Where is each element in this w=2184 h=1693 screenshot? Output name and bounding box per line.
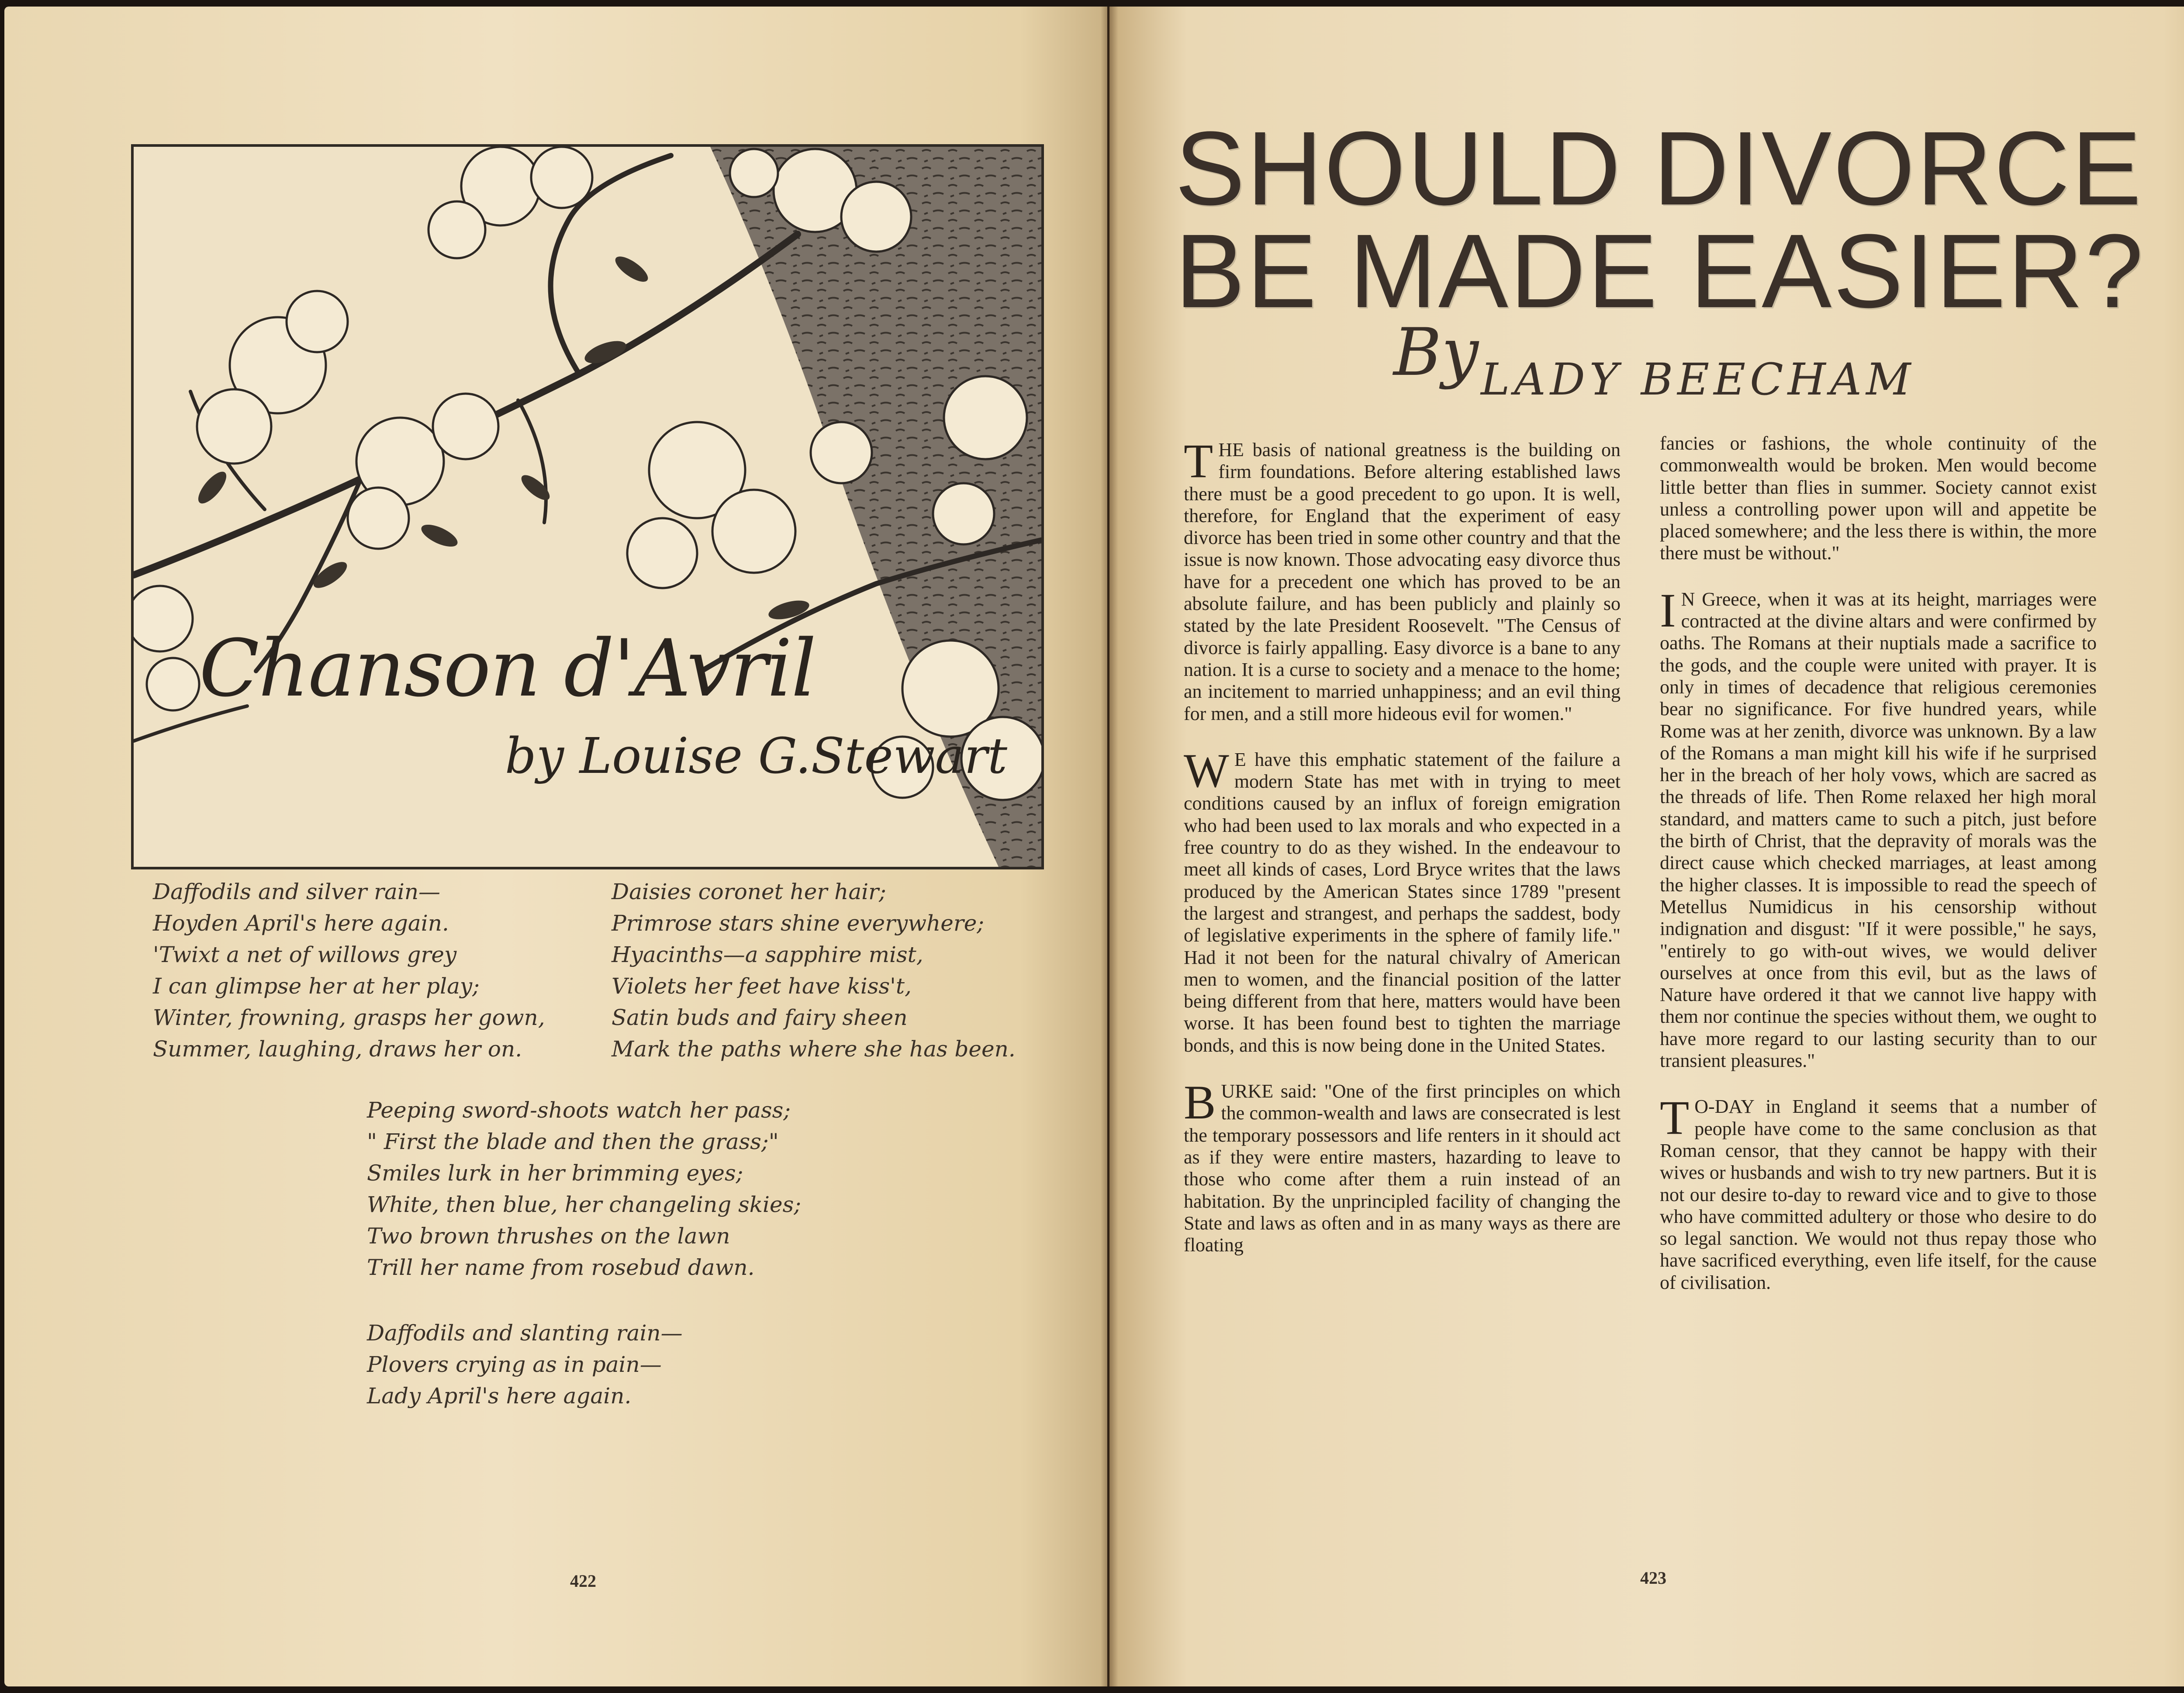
poem-line: Daffodils and slanting rain— xyxy=(367,1320,683,1346)
article-column-1 xyxy=(1184,434,1621,1280)
poem-stanza-3 xyxy=(367,1094,801,1283)
poem-line: Mark the paths where she has been. xyxy=(612,1036,1016,1062)
poem-stanza-1 xyxy=(153,876,545,1065)
poem-line: Daffodils and silver rain— xyxy=(153,879,441,904)
poem-line: " First the blade and then the grass;" xyxy=(367,1129,779,1154)
poem-line: I can glimpse her at her play; xyxy=(153,973,480,999)
article-paragraph: BURKE said: "One of the first principles on which the common-wealth and laws are consecrated is lest the temporary possessors and life renters in it should act as if they were entire masters, hazarding to leave to those who come after them a ruin instead of an habitation. By the unprincipled facility of changing the State and laws as often and in as many ways as there are floating xyxy=(1184,1076,1621,1256)
poem-line: Hoyden April's here again. xyxy=(153,911,449,936)
poem-line: 'Twixt a net of willows grey xyxy=(153,942,457,967)
article-paragraph: THE basis of national greatness is the building on firm foundations. Before altering established laws there must be a good precedent to go upon. It is well, therefore, for England that the experiment of easy divorce has been tried in some other country and that the issue is now known. Those advocating easy divorce thus have for a precedent one which has proved to be an absolute failure, and has been publicly and plainly so stated by the late President Roosevelt. "The Census of divorce is fairly appalling. Easy divorce is a bane to any nation. It is a curse to society and a menace to the home; an incitement to married unhappiness; and an evil thing for men, and a still more hideous evil for women." xyxy=(1184,434,1621,724)
poem-byline: by Louise G.Stewart xyxy=(505,728,1007,785)
poem-line: Peeping sword-shoots watch her pass; xyxy=(367,1098,791,1123)
poem-line: White, then blue, her changeling skies; xyxy=(367,1192,802,1217)
poem-line: Smiles lurk in her brimming eyes; xyxy=(367,1160,743,1186)
article-headline-line-1: SHOULD DIVORCE xyxy=(1175,110,2143,227)
article-column-2 xyxy=(1660,433,2097,1318)
poem-line: Winter, frowning, grasps her gown, xyxy=(153,1005,545,1030)
poem-line: Plovers crying as in pain— xyxy=(367,1352,662,1377)
poem-line: Summer, laughing, draws her on. xyxy=(153,1036,522,1062)
poem-line: Daisies coronet her hair; xyxy=(612,879,886,904)
poem-line: Primrose stars shine everywhere; xyxy=(612,911,985,936)
poem-title: Chanson d'Avril xyxy=(199,623,816,714)
article-paragraph: WE have this emphatic statement of the failure a modern State has met with in trying to meet conditions caused by an influx of foreign emigration who had been used to lax morals and who expected in a free country to do as they wished. In the endeavour to meet all kinds of cases, Lord Bryce writes that the laws produced by the American States since 1789 "present the largest and strangest, and perhaps the saddest, body of legislative experiments in the sphere of family life." Had it not been for the natural chivalry of American men to women, and the financial position of the latter being different from that here, matters would have been worse. It has been found best to tighten the marriage bonds, and this is now being done in the United States. xyxy=(1184,744,1621,1056)
poem-line: Violets her feet have kiss't, xyxy=(612,973,912,999)
author-name: LADY BEECHAM xyxy=(1481,354,1915,405)
article-headline-line-2: BE MADE EASIER? xyxy=(1175,212,2145,329)
poem-stanza-4 xyxy=(367,1317,683,1412)
poem-line: Two brown thrushes on the lawn xyxy=(367,1223,730,1249)
poem-stanza-2 xyxy=(612,876,1016,1065)
poem-line: Lady April's here again. xyxy=(367,1383,632,1409)
page-number-left: 422 xyxy=(570,1571,596,1591)
article-paragraph: TO-DAY in England it seems that a number of people have come to the same conclusion as that Roman censor, that they cannot be happy with their wives or husbands and wish to try new partners. But it is not our desire to-day to reward vice and to give to those who have committed adultery or those who desire to do so legal sanction. We would not thus repay those who have sacrificed everything, even life itself, for the cause of civilisation. xyxy=(1660,1091,2097,1293)
article-paragraph: IN Greece, when it was at its height, marriages were contracted at the divine altars and were confirmed by oaths. The Romans at their nuptials made a sacrifice to the gods, and the couple were united with prayer. It is only in times of decadence that religious ceremonies bear no significance. For five hundred years, while Rome was at her zenith, divorce was unknown. By a law of the Romans a man might kill his wife if he surprised her in the breach of her holy vows, which are sacred as the threads of life. Then Rome relaxed her high moral standard, and matters came to such a pitch, just before the birth of Christ, that the depravity of morals was the direct cause which checked marriages, at least among the higher classes. It is impossible to read the speech of Metellus Numidicus in his censorship without indignation and disgust: "If it were possible," he says, "entirely to go with-out wives, we would deliver ourselves at once from this evil, but as the laws of Nature have ordered it that we cannot live happy with them nor continue the species without them, we ought to have more regard to our lasting security than to our transient pleasures." xyxy=(1660,583,2097,1072)
poem-line: Trill her name from rosebud dawn. xyxy=(367,1255,755,1280)
blossom-illustration xyxy=(131,144,1044,869)
poem-line: Satin buds and fairy sheen xyxy=(612,1005,908,1030)
author-by: By xyxy=(1393,315,1479,391)
page-number-right: 423 xyxy=(1640,1568,1666,1588)
article-paragraph-continued: fancies or fashions, the whole continuity of the commonwealth would be broken. Men would become little better than flies in summer. Society cannot exist unless a controlling power upon will and appetite be placed somewhere; and the less there is within, the more there must be without." xyxy=(1660,433,2097,564)
book-gutter xyxy=(1101,7,1118,1686)
poem-line: Hyacinths—a sapphire mist, xyxy=(612,942,923,967)
